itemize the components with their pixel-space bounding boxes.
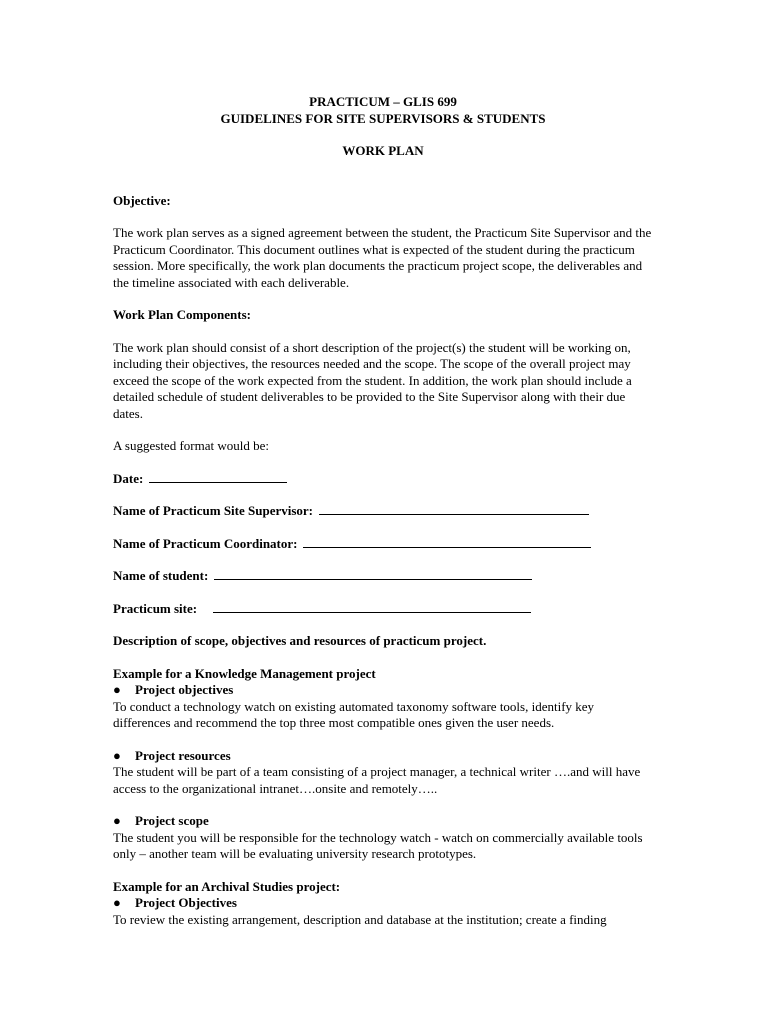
km-objectives-label: Project objectives xyxy=(135,682,234,697)
archival-example-heading: Example for an Archival Studies project: xyxy=(113,878,341,894)
site-blank-line[interactable] xyxy=(213,601,531,613)
bullet-icon: ● xyxy=(113,813,121,828)
km-resources-text: The student will be part of a team consisting of a project manager, a technical writer ….and will have access to the organizational intranet….onsite and remotely….. xyxy=(113,764,641,796)
course-title: PRACTICUM – GLIS 699 xyxy=(309,94,457,109)
archival-objectives-label: Project Objectives xyxy=(135,895,237,910)
student-blank-line[interactable] xyxy=(214,568,532,580)
work-plan-title: WORK PLAN xyxy=(342,143,424,158)
km-scope-bullet xyxy=(113,813,653,830)
coordinator-blank-line[interactable] xyxy=(303,536,591,548)
archival-objectives-text: To review the existing arrangement, description and database at the institution; create a finding xyxy=(113,911,607,927)
document-header xyxy=(113,94,653,127)
coordinator-field xyxy=(113,536,653,553)
supervisor-field xyxy=(113,503,653,520)
document-page xyxy=(113,94,653,928)
guidelines-title: GUIDELINES FOR SITE SUPERVISORS & STUDENTS xyxy=(220,110,546,126)
objective-body: The work plan serves as a signed agreement between the student, the Practicum Site Supervisor and the Practicum Coordinator. This document outlines what is expected of the student during the practicum session. More specifically, the work plan documents the practicum project scope, the deliverables and the timeline associated with each deliverable. xyxy=(113,225,652,290)
objective-heading: Objective: xyxy=(113,192,171,208)
bullet-icon: ● xyxy=(113,682,121,697)
site-label: Practicum site: xyxy=(113,600,198,616)
student-field xyxy=(113,568,653,585)
site-field xyxy=(113,601,653,618)
archival-objectives-bullet xyxy=(113,895,653,912)
format-intro: A suggested format would be: xyxy=(113,438,269,453)
km-scope-text: The student you will be responsible for the technology watch - watch on commercially available tools only – another team will be evaluating university research prototypes. xyxy=(113,829,643,861)
date-blank-line[interactable] xyxy=(149,471,287,483)
date-field xyxy=(113,471,653,488)
date-label: Date: xyxy=(113,470,144,486)
coordinator-label: Name of Practicum Coordinator: xyxy=(113,535,298,551)
km-resources-bullet xyxy=(113,748,653,765)
supervisor-label: Name of Practicum Site Supervisor: xyxy=(113,503,314,518)
km-objectives-text: To conduct a technology watch on existing automated taxonomy software tools, identify key differences and recommend the top three most compatible ones given the user needs. xyxy=(113,698,595,730)
components-heading: Work Plan Components: xyxy=(113,307,251,322)
bullet-icon: ● xyxy=(113,895,121,910)
km-example-heading: Example for a Knowledge Management project xyxy=(113,665,376,681)
km-resources-label: Project resources xyxy=(135,747,231,763)
description-heading: Description of scope, objectives and resources of practicum project. xyxy=(113,633,487,648)
bullet-icon: ● xyxy=(113,747,121,763)
components-body: The work plan should consist of a short description of the project(s) the student will be working on, including their objectives, the resources needed and the scope. The scope of the overall project may exceed the scope of the work expected from the student. In addition, the work plan should include a detailed schedule of student deliverables to be provided to the Site Supervisor along with their due dates. xyxy=(113,339,632,421)
km-scope-label: Project scope xyxy=(135,813,209,828)
supervisor-blank-line[interactable] xyxy=(319,503,589,515)
student-label: Name of student: xyxy=(113,568,209,583)
km-objectives-bullet xyxy=(113,682,653,699)
